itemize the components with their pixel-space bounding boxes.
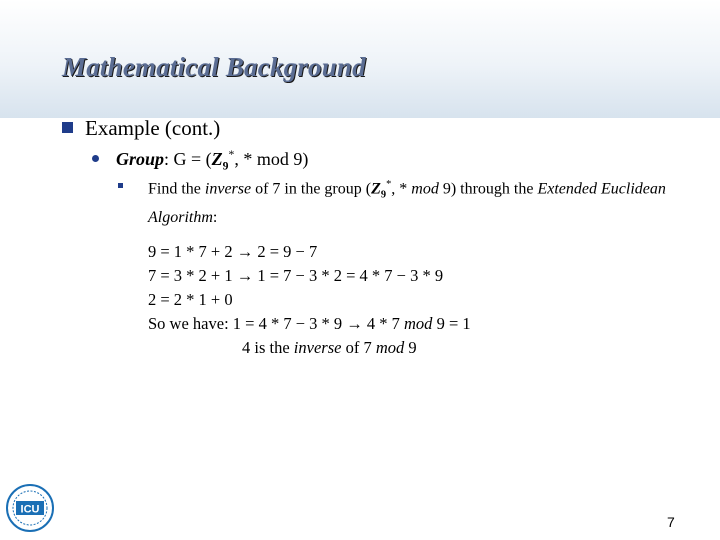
calc5-post: 9 [404,338,417,357]
l3-mid3: 9) through the [438,180,538,198]
calc5-inverse: inverse [293,338,342,357]
calc-line-5 [148,336,471,360]
bullet-level1 [62,116,220,141]
calculation-block [148,240,471,360]
group-label: Group [116,149,165,169]
calc5-mid: of 7 [341,338,376,357]
square-bullet-icon [62,122,73,133]
slide-title: Mathematical Background [62,52,366,82]
l3-algo: Extended Euclidean Algorithm [148,180,666,226]
group-sep: : G = ( [164,149,212,169]
l3-sub: 9 [380,189,387,201]
group-rest: , * mod 9) [234,149,309,169]
l3-mid2: , * [391,180,412,198]
round-bullet-icon [92,155,99,162]
group-z: Z [211,149,223,169]
university-seal-logo [6,484,54,532]
calc-line-4 [148,312,471,336]
bullet-level2 [92,148,308,173]
l3-sup: * [386,179,392,190]
l3-pre: Find the [148,180,205,198]
logo-text: ICU [20,503,40,516]
small-square-bullet-icon [118,183,123,188]
l3-mid: of 7 in the group ( [251,180,372,198]
l3-inverse: inverse [204,180,252,198]
bullet-level3 [118,174,678,229]
l3-z: Z [371,180,381,198]
bullet-level3-text [148,174,678,229]
calc-line-1: 9 = 1 * 7 + 2 → 2 = 9 − 7 [148,242,318,261]
calc4-pre: So we have: 1 = 4 * 7 − 3 * 9 → 4 * 7 [148,314,405,333]
calc-line-2: 7 = 3 * 2 + 1 → 1 = 7 − 3 * 2 = 4 * 7 − 3 * 9 [148,266,444,285]
page-number: 7 [667,514,675,530]
l3-mod: mod [411,180,439,198]
l3-end: : [212,208,218,226]
calc-line-3: 2 = 2 * 1 + 0 [148,290,233,309]
group-sup: * [228,148,235,161]
group-sub: 9 [222,159,229,173]
bullet-level1-text: Example (cont.) [85,116,221,140]
calc4-mod: mod [404,314,433,333]
calc5-pre: 4 is the [242,338,294,357]
calc5-mod: mod [375,338,405,357]
calc4-post: 9 = 1 [432,314,471,333]
